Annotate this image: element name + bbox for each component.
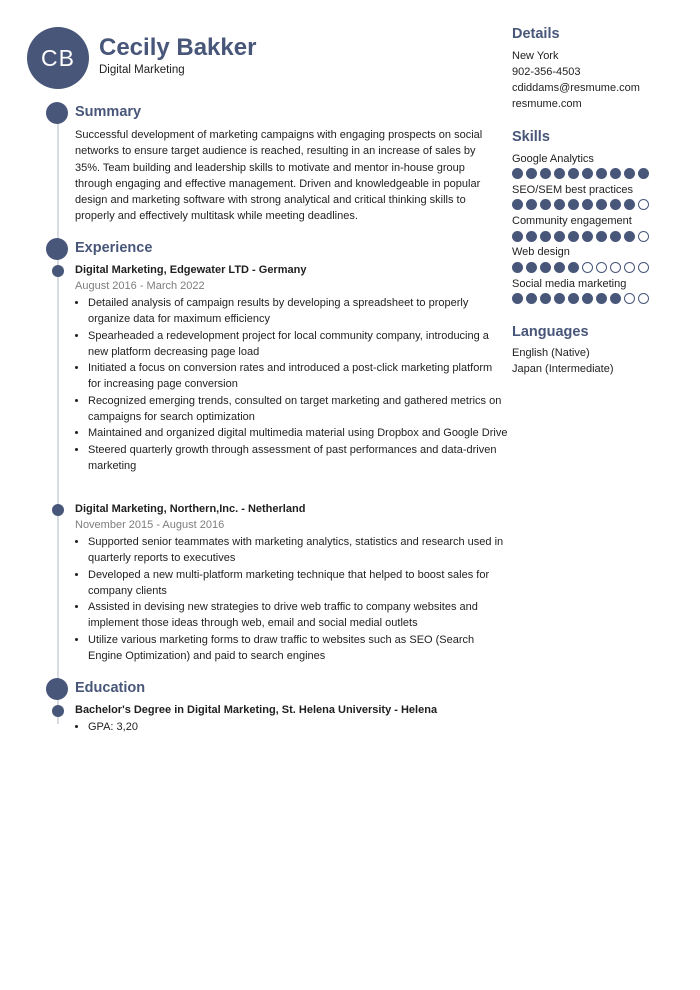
list-item: • Maintained and organized digital multimedia material using Dropbox and Google Drive <box>88 425 508 441</box>
skill-dot-filled <box>554 168 565 179</box>
education-heading: Education <box>75 680 146 696</box>
skill-dot-filled <box>596 199 607 210</box>
avatar-initials: CB <box>41 44 75 71</box>
job-dates: November 2015 - August 2016 <box>75 519 225 531</box>
skill-dot-filled <box>526 262 537 273</box>
skill-dot-filled <box>582 293 593 304</box>
list-item: • Detailed analysis of campaign results by developing a spreadsheet to properly organize data for maximum efficiency <box>88 295 508 328</box>
education-degree: Bachelor's Degree in Digital Marketing, St. Helena University - Helena <box>75 704 438 716</box>
skill-dot-filled <box>540 199 551 210</box>
skill-rating <box>512 231 649 242</box>
skill-dot-empty <box>610 262 621 273</box>
experience-marker <box>46 238 68 260</box>
skill-dot-filled <box>596 231 607 242</box>
job-marker <box>52 265 64 277</box>
skill-dot-filled <box>554 262 565 273</box>
job-marker <box>52 504 64 516</box>
skill-dot-filled <box>568 262 579 273</box>
experience-heading: Experience <box>75 240 153 256</box>
list-item: • Assisted in devising new strategies to drive web traffic to company websites and implement those ideas through web, email and social medial outlets <box>88 599 508 632</box>
list-item: • Developed a new multi-platform marketing technique that helped to boost sales for company clients <box>88 567 508 600</box>
skill-dot-filled <box>596 293 607 304</box>
list-item: • Steered quarterly growth through assessment of past performances and data-driven marketing <box>88 442 508 475</box>
skill-dot-filled <box>596 168 607 179</box>
skill-dot-filled <box>610 168 621 179</box>
job-title: Digital Marketing, Northern,Inc. - Netherland <box>75 503 306 515</box>
skill-dot-filled <box>526 293 537 304</box>
candidate-name: Cecily Bakker <box>99 34 257 61</box>
skill-rating <box>512 199 649 210</box>
language-item: Japan (Intermediate) <box>512 363 614 375</box>
skill-dot-filled <box>512 168 523 179</box>
list-item: • Spearheaded a redevelopment project for local community company, introducing a new platform decreasing page load <box>88 328 508 361</box>
skill-name: Web design <box>512 246 570 258</box>
list-item: • GPA: 3,20 <box>88 719 508 735</box>
skill-dot-filled <box>638 168 649 179</box>
summary-text: Successful development of marketing campaigns with engaging prospects on social networks to ensure target audience is reached, resulting in an increase of sales by 35%. Team building and leadership skills to motivate and mentor in-house group through engaging and effective management. Driven and knowledgeable in popular design and marketing software with strong analytical and critical thinking skills to properly and effectively multitask while meeting deadlines. <box>75 129 483 223</box>
skill-dot-empty <box>624 293 635 304</box>
details-city: New York <box>512 50 559 62</box>
list-item: • Recognized emerging trends, consulted on target marketing and gathered metrics on campaigns for search optimization <box>88 393 508 426</box>
avatar <box>27 27 89 89</box>
skill-rating <box>512 293 649 304</box>
list-item: • Initiated a focus on conversion rates and introduced a post-click marketing platform for increasing page conversion <box>88 360 508 393</box>
skill-dot-filled <box>610 199 621 210</box>
skill-dot-filled <box>540 262 551 273</box>
timeline-line <box>57 112 59 724</box>
skill-dot-filled <box>512 199 523 210</box>
skill-name: Google Analytics <box>512 153 594 165</box>
skill-dot-filled <box>554 199 565 210</box>
skill-dot-filled <box>568 199 579 210</box>
skill-dot-empty <box>624 262 635 273</box>
language-item: English (Native) <box>512 347 590 359</box>
skill-dot-filled <box>512 231 523 242</box>
skill-dot-empty <box>596 262 607 273</box>
education-item-marker <box>52 705 64 717</box>
skill-dot-filled <box>624 199 635 210</box>
job-title: Digital Marketing, Edgewater LTD - Germany <box>75 264 307 276</box>
skill-dot-filled <box>554 293 565 304</box>
skill-dot-empty <box>638 262 649 273</box>
skill-dot-filled <box>624 168 635 179</box>
languages-heading: Languages <box>512 324 589 340</box>
skill-dot-empty <box>638 231 649 242</box>
education-marker <box>46 678 68 700</box>
job-bullets <box>75 534 508 664</box>
skill-dot-filled <box>582 168 593 179</box>
skill-dot-filled <box>582 231 593 242</box>
skill-rating <box>512 262 649 273</box>
skill-name: SEO/SEM best practices <box>512 184 634 196</box>
details-heading: Details <box>512 26 560 42</box>
skill-dot-filled <box>554 231 565 242</box>
summary-heading: Summary <box>75 104 142 120</box>
skill-dot-filled <box>526 168 537 179</box>
skills-heading: Skills <box>512 129 550 145</box>
list-item: • Supported senior teammates with marketing analytics, statistics and research used in quarterly reports to executives <box>88 534 508 567</box>
skill-dot-filled <box>540 231 551 242</box>
skill-dot-filled <box>512 293 523 304</box>
skill-dot-empty <box>638 293 649 304</box>
skill-dot-filled <box>610 293 621 304</box>
skill-dot-filled <box>540 168 551 179</box>
skill-dot-filled <box>568 293 579 304</box>
skill-dot-filled <box>582 199 593 210</box>
skill-dot-filled <box>526 231 537 242</box>
details-phone: 902-356-4503 <box>512 66 581 78</box>
summary-marker <box>46 102 68 124</box>
skill-dot-filled <box>526 199 537 210</box>
details-email: cdiddams@resmume.com <box>512 82 640 94</box>
job-bullets <box>75 295 508 474</box>
skill-dot-empty <box>638 199 649 210</box>
skill-dot-filled <box>610 231 621 242</box>
candidate-title: Digital Marketing <box>99 64 185 76</box>
skill-name: Social media marketing <box>512 278 627 290</box>
list-item: • Utilize various marketing forms to draw traffic to websites such as SEO (Search Engine Optimization) and paid to search engines <box>88 632 508 665</box>
skill-dot-filled <box>568 168 579 179</box>
details-website: resmume.com <box>512 98 582 110</box>
skill-dot-filled <box>540 293 551 304</box>
skill-name: Community engagement <box>512 215 632 227</box>
skill-dot-filled <box>624 231 635 242</box>
job-dates: August 2016 - March 2022 <box>75 280 205 292</box>
skill-dot-filled <box>512 262 523 273</box>
skill-dot-empty <box>582 262 593 273</box>
skill-dot-filled <box>568 231 579 242</box>
skill-rating <box>512 168 649 179</box>
education-bullets <box>75 719 508 735</box>
